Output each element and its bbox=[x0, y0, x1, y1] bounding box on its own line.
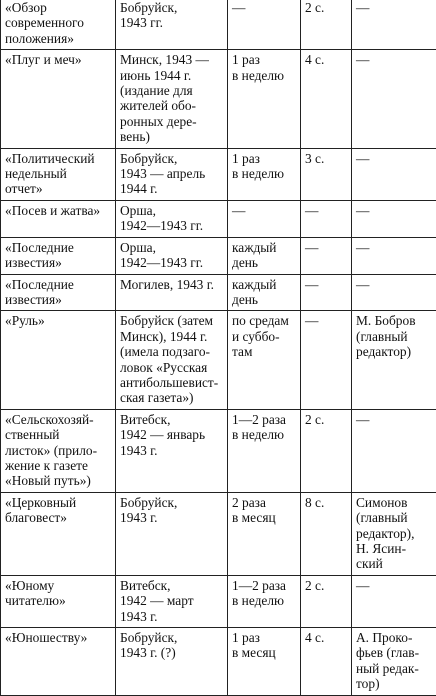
place-date-cell: Бобруйск, 1943 гг. bbox=[116, 0, 228, 50]
editor-cell: — bbox=[352, 50, 436, 148]
frequency-cell: 2 раза в месяц bbox=[228, 492, 301, 575]
table-row bbox=[1, 628, 436, 696]
table-row bbox=[1, 274, 436, 311]
place-date-cell: Могилев, 1943 г. bbox=[116, 274, 228, 311]
table-row bbox=[1, 409, 436, 492]
frequency-cell: по средам и суббо- там bbox=[228, 311, 301, 409]
table-row bbox=[1, 237, 436, 274]
volume-cell: 2 с. bbox=[301, 409, 352, 492]
frequency-cell: — bbox=[228, 0, 301, 50]
volume-cell: 8 с. bbox=[301, 492, 352, 575]
place-date-cell: Бобруйск, 1943 — апрель 1944 г. bbox=[116, 148, 228, 200]
frequency-cell: 1 раз в неделю bbox=[228, 50, 301, 148]
frequency-cell: — bbox=[228, 200, 301, 237]
title-cell: «Сельскохозяй- ственный листок» (прило- жение к газете «Новый путь») bbox=[1, 409, 116, 492]
volume-cell: 4 с. bbox=[301, 628, 352, 696]
place-date-cell: Витебск, 1942 — март 1943 г. bbox=[116, 575, 228, 627]
frequency-cell: каждый день bbox=[228, 237, 301, 274]
editor-cell: — bbox=[352, 237, 436, 274]
title-cell: «Церковный благовест» bbox=[1, 492, 116, 575]
editor-cell: М. Бобров (главный редактор) bbox=[352, 311, 436, 409]
table-row bbox=[1, 200, 436, 237]
place-date-cell: Минск, 1943 — июнь 1944 г. (издание для жителей обо- ронных дере- вень) bbox=[116, 50, 228, 148]
title-cell: «Руль» bbox=[1, 311, 116, 409]
table-row bbox=[1, 311, 436, 409]
frequency-cell: 1—2 раза в неделю bbox=[228, 409, 301, 492]
place-date-cell: Орша, 1942—1943 гг. bbox=[116, 237, 228, 274]
title-cell: «Обзор современного положения» bbox=[1, 0, 116, 50]
editor-cell: — bbox=[352, 148, 436, 200]
place-date-cell: Бобруйск, 1943 г. (?) bbox=[116, 628, 228, 696]
table-row bbox=[1, 148, 436, 200]
frequency-cell: каждый день bbox=[228, 274, 301, 311]
volume-cell: 3 с. bbox=[301, 148, 352, 200]
volume-cell: — bbox=[301, 200, 352, 237]
title-cell: «Политический недельный отчет» bbox=[1, 148, 116, 200]
editor-cell: А. Проко- фьев (глав- ный редак- тор) bbox=[352, 628, 436, 696]
editor-cell: — bbox=[352, 200, 436, 237]
table-row bbox=[1, 492, 436, 575]
place-date-cell: Бобруйск (затем Минск), 1944 г. (имела подзаго- ловок «Русская антибольшевист- ская газета») bbox=[116, 311, 228, 409]
volume-cell: — bbox=[301, 311, 352, 409]
editor-cell: — bbox=[352, 0, 436, 50]
table-row bbox=[1, 50, 436, 148]
editor-cell: — bbox=[352, 274, 436, 311]
place-date-cell: Витебск, 1942 — январь 1943 г. bbox=[116, 409, 228, 492]
volume-cell: — bbox=[301, 274, 352, 311]
frequency-cell: 1 раз в месяц bbox=[228, 628, 301, 696]
volume-cell: 2 с. bbox=[301, 575, 352, 627]
table-row bbox=[1, 575, 436, 627]
table-row bbox=[1, 0, 436, 50]
title-cell: «Последние известия» bbox=[1, 274, 116, 311]
editor-cell: — bbox=[352, 409, 436, 492]
table-body bbox=[1, 0, 436, 695]
volume-cell: 4 с. bbox=[301, 50, 352, 148]
title-cell: «Юношеству» bbox=[1, 628, 116, 696]
volume-cell: 2 с. bbox=[301, 0, 352, 50]
volume-cell: — bbox=[301, 237, 352, 274]
frequency-cell: 1 раз в неделю bbox=[228, 148, 301, 200]
editor-cell: Симонов (главный редактор), Н. Ясин- ский bbox=[352, 492, 436, 575]
place-date-cell: Орша, 1942—1943 гг. bbox=[116, 200, 228, 237]
title-cell: «Плуг и меч» bbox=[1, 50, 116, 148]
editor-cell: — bbox=[352, 575, 436, 627]
place-date-cell: Бобруйск, 1943 г. bbox=[116, 492, 228, 575]
frequency-cell: 1—2 раза в неделю bbox=[228, 575, 301, 627]
title-cell: «Посев и жатва» bbox=[1, 200, 116, 237]
title-cell: «Последние известия» bbox=[1, 237, 116, 274]
title-cell: «Юному читателю» bbox=[1, 575, 116, 627]
